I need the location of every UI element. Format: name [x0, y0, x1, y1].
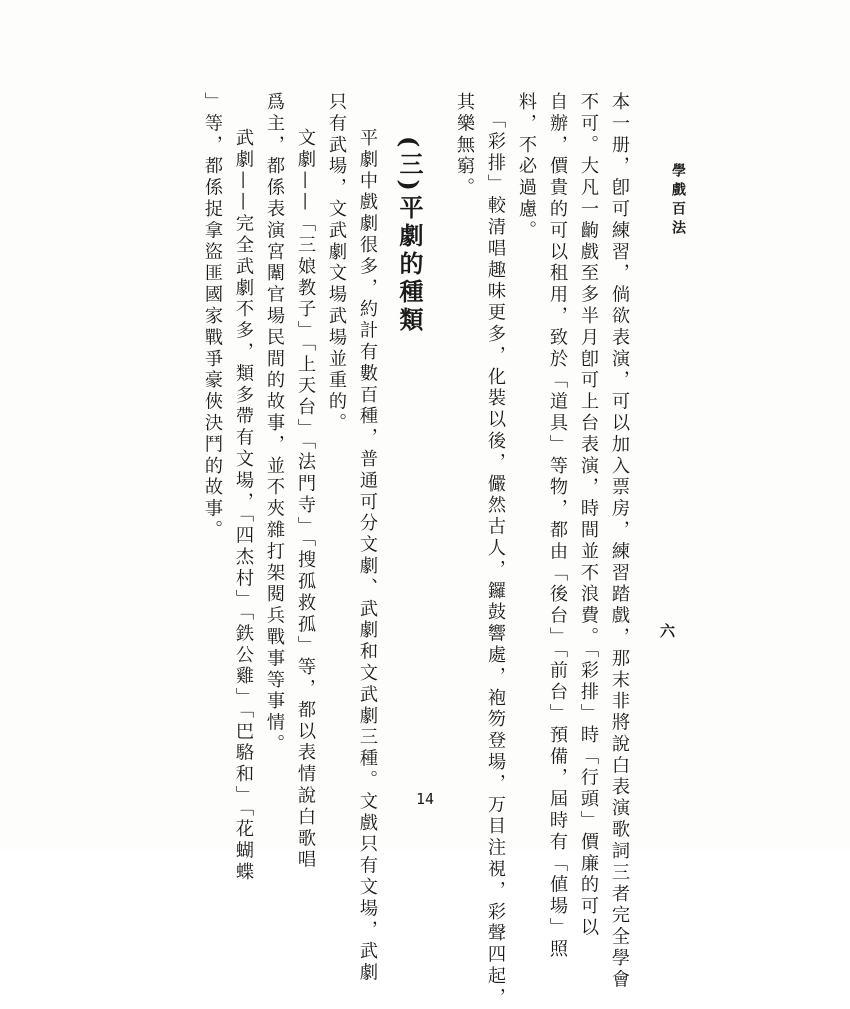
text-column-9: 文劇——「三娘教子」「上天台」「法門寺」「搜孤救孤」等，都以表情說白歌唱: [295, 128, 316, 872]
text-column-3: 自辦，價貴的可以租用，致於「道具」等物，都由「後台」「前台」預備，屆時有「値場」照: [547, 92, 568, 961]
page-number: 14: [415, 790, 435, 808]
text-column-7: 平劇中戲劇很多，約計有數百種，普通可分文劇、武劇和文武劇三種。文戲只有文場，武劇: [357, 128, 378, 984]
text-column-2: 不可。大凡一齣戲至多半月卽可上台表演，時間並不浪費。「彩排」時「行頭」價廉的可以: [578, 92, 599, 939]
text-column-12: 」等，都係捉拿盜匪國家戰爭豪俠決鬥的故事。: [202, 92, 223, 542]
text-column-10: 爲主，都係表演宮闈官場民間的故事，並不夾雜打架閱兵戰事等事情。: [264, 92, 285, 756]
text-column-8: 只有武場，文武劇文場武場並重的。: [326, 92, 347, 435]
text-column-6: 其樂無窮。: [454, 92, 475, 199]
text-column-4: 料，不必過慮。: [516, 92, 537, 242]
text-column-5: 「彩排」較清唱趣味更多，化裝以後，儼然古人，鑼鼓響處，袍笏登場，万目注視，彩聲四起，: [485, 110, 506, 1009]
section-heading: (三)平劇的種類: [395, 136, 424, 335]
text-column-11: 武劇——完全武劇不多，類多帶有文場，「四杰村」「鉄公雞」「巴駱和」「花蝴蝶: [233, 128, 254, 884]
running-header: 學戲百法: [670, 163, 686, 239]
text-column-1: 本一册，卽可練習，倘欲表演，可以加入票房，練習踏戲，那末非將說白表演歌詞三者完全學會: [609, 92, 630, 991]
corner-mark: 六: [660, 622, 676, 640]
